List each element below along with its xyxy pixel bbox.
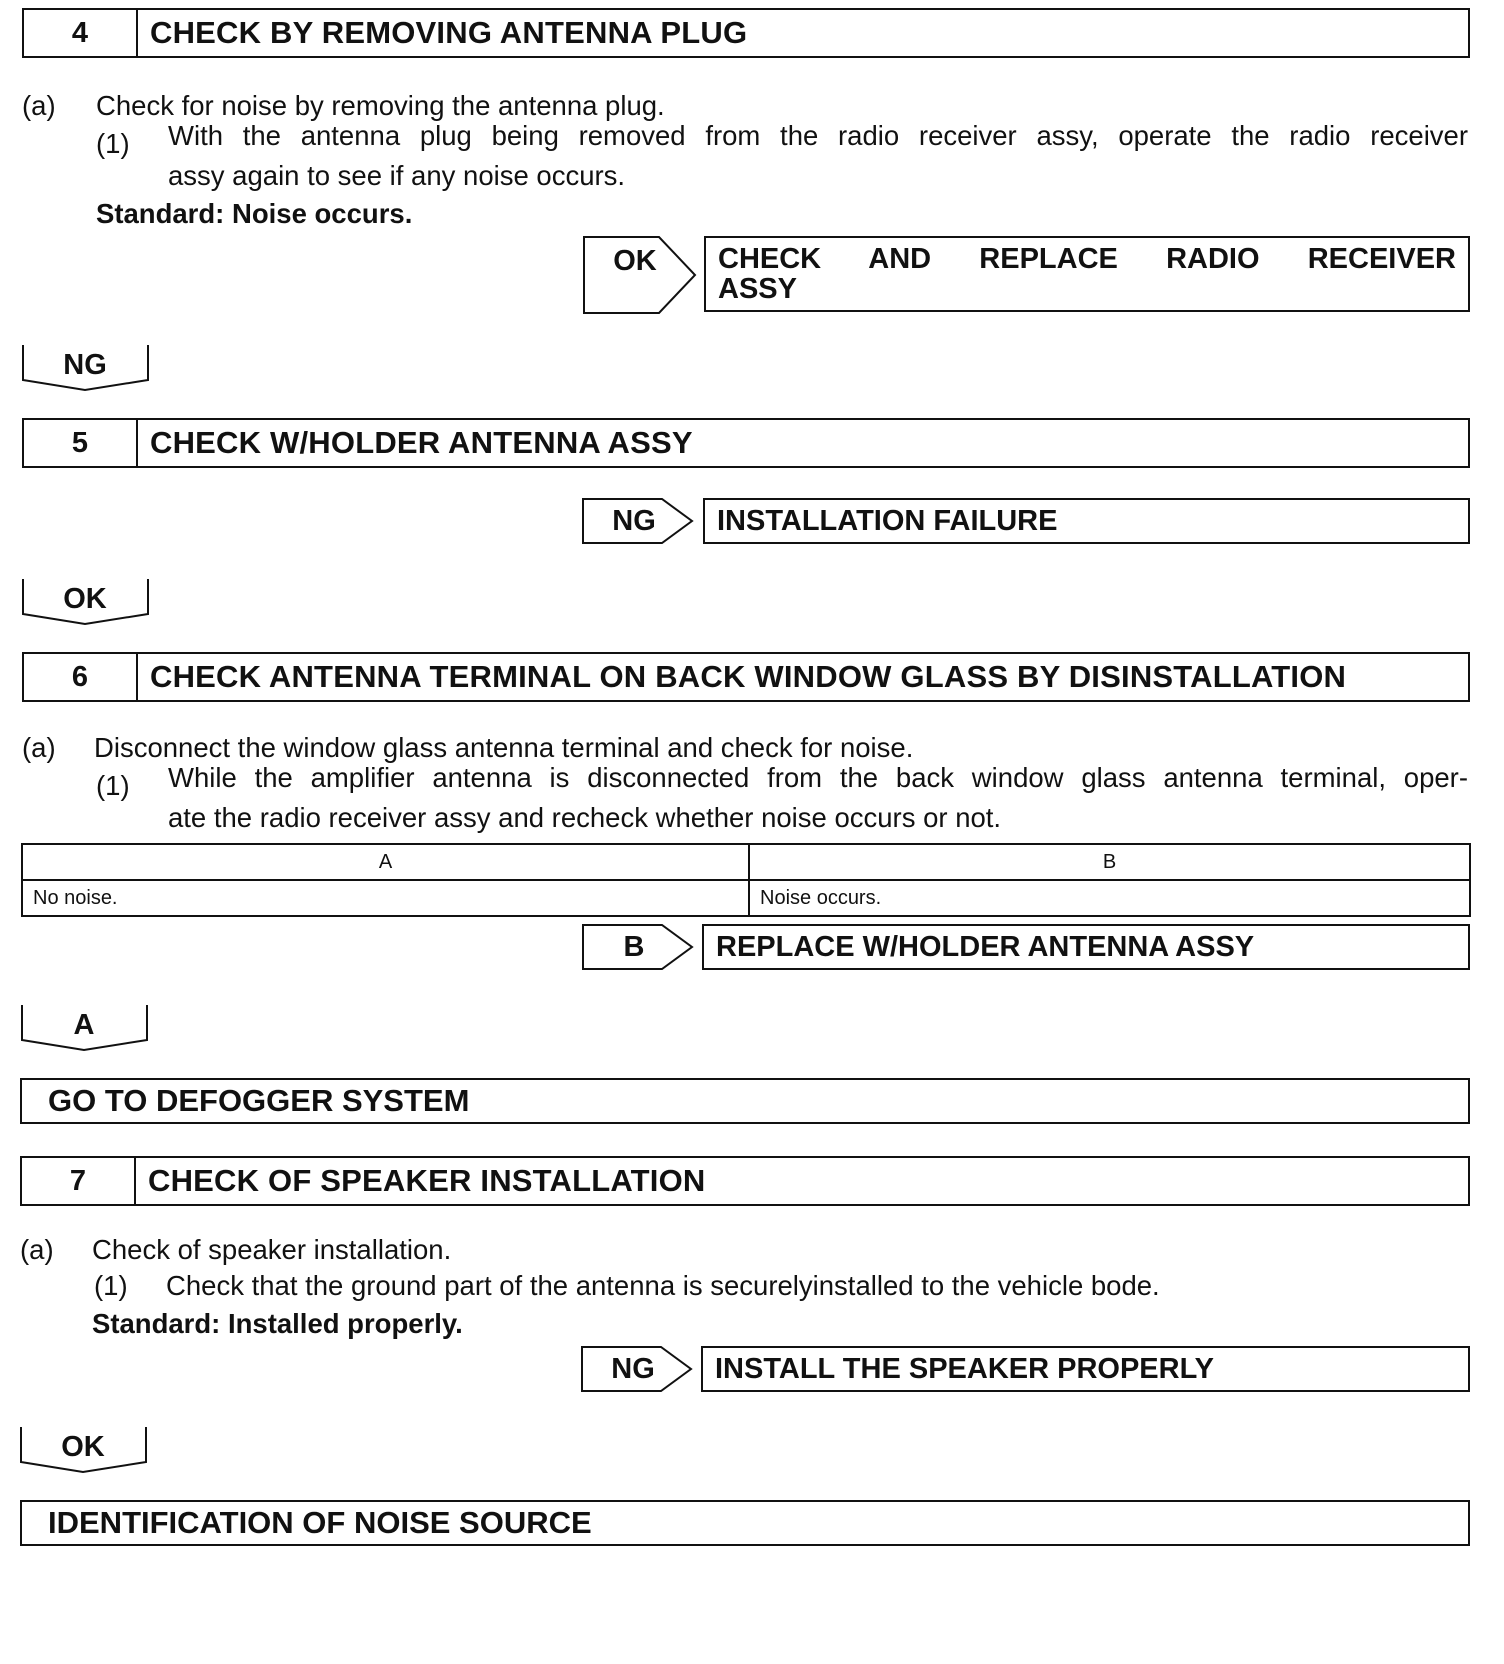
ng-branch-label: NG bbox=[612, 504, 656, 537]
step-number: 6 bbox=[24, 654, 138, 700]
table-header-b: B bbox=[749, 844, 1470, 880]
ng-result-box: INSTALLATION FAILURE bbox=[703, 498, 1470, 544]
goto-defogger-box: GO TO DEFOGGER SYSTEM bbox=[20, 1078, 1470, 1124]
step-number: 5 bbox=[24, 420, 138, 466]
sub-item-text bbox=[168, 116, 1468, 196]
step-title: CHECK OF SPEAKER INSTALLATION bbox=[148, 1163, 706, 1198]
step-number: 7 bbox=[22, 1158, 136, 1204]
result-table bbox=[21, 843, 1471, 917]
sub-item-line-1: With the antenna plug being removed from the radio receiver assy, operate the radio receiver bbox=[168, 120, 1468, 151]
item-label: (a) bbox=[22, 90, 56, 121]
sub-item-line-2: assy again to see if any noise occurs. bbox=[168, 160, 626, 191]
item-text: Disconnect the window glass antenna terminal and check for noise. bbox=[94, 732, 914, 763]
ok-result-box bbox=[704, 236, 1470, 312]
ok-branch-label: OK bbox=[613, 244, 657, 277]
standard-text: Standard: Noise occurs. bbox=[96, 198, 413, 229]
item-text: Check for noise by removing the antenna plug. bbox=[96, 90, 665, 121]
step-7-header bbox=[20, 1156, 1470, 1206]
sub-item-line-2: ate the radio receiver assy and recheck whether noise occurs or not. bbox=[168, 802, 1002, 833]
step-title: CHECK ANTENNA TERMINAL ON BACK WINDOW GLASS BY DISINSTALLATION bbox=[150, 659, 1347, 694]
sub-item-label: (1) bbox=[96, 128, 130, 159]
sub-item-text: Check that the ground part of the antenna is securelyinstalled to the vehicle bode. bbox=[166, 1270, 1160, 1301]
ok-branch-label: OK bbox=[61, 1430, 105, 1463]
item-label: (a) bbox=[20, 1234, 54, 1265]
result-line-1: CHECK AND REPLACE RADIO RECEIVER bbox=[718, 243, 1456, 275]
step-5-header bbox=[22, 418, 1470, 468]
step-6-header bbox=[22, 652, 1470, 702]
ng-branch-label: NG bbox=[63, 348, 107, 381]
ng-branch-label: NG bbox=[611, 1352, 655, 1385]
b-branch-label: B bbox=[623, 930, 645, 963]
step-title: CHECK W/HOLDER ANTENNA ASSY bbox=[150, 425, 693, 460]
sub-item-label: (1) bbox=[94, 1270, 128, 1301]
ng-result-box: INSTALL THE SPEAKER PROPERLY bbox=[701, 1346, 1470, 1392]
table-cell-b: Noise occurs. bbox=[749, 880, 1470, 916]
step-title: CHECK BY REMOVING ANTENNA PLUG bbox=[150, 15, 748, 50]
item-text: Check of speaker installation. bbox=[92, 1234, 452, 1265]
ok-branch-label: OK bbox=[63, 582, 107, 615]
table-header-a: A bbox=[22, 844, 749, 880]
sub-item-line-1: While the amplifier antenna is disconnected from the back window glass antenna terminal, oper- bbox=[168, 762, 1468, 793]
a-branch-label: A bbox=[73, 1008, 95, 1041]
table-cell-a: No noise. bbox=[22, 880, 749, 916]
noise-source-box: IDENTIFICATION OF NOISE SOURCE bbox=[20, 1500, 1470, 1546]
standard-text: Standard: Installed properly. bbox=[92, 1308, 463, 1339]
sub-item-label: (1) bbox=[96, 770, 130, 801]
result-line-2: ASSY bbox=[718, 273, 797, 305]
step-number: 4 bbox=[24, 10, 138, 56]
b-result-box: REPLACE W/HOLDER ANTENNA ASSY bbox=[702, 924, 1470, 970]
step-4-header bbox=[22, 8, 1470, 58]
sub-item-text bbox=[168, 758, 1468, 838]
item-label: (a) bbox=[22, 732, 56, 763]
